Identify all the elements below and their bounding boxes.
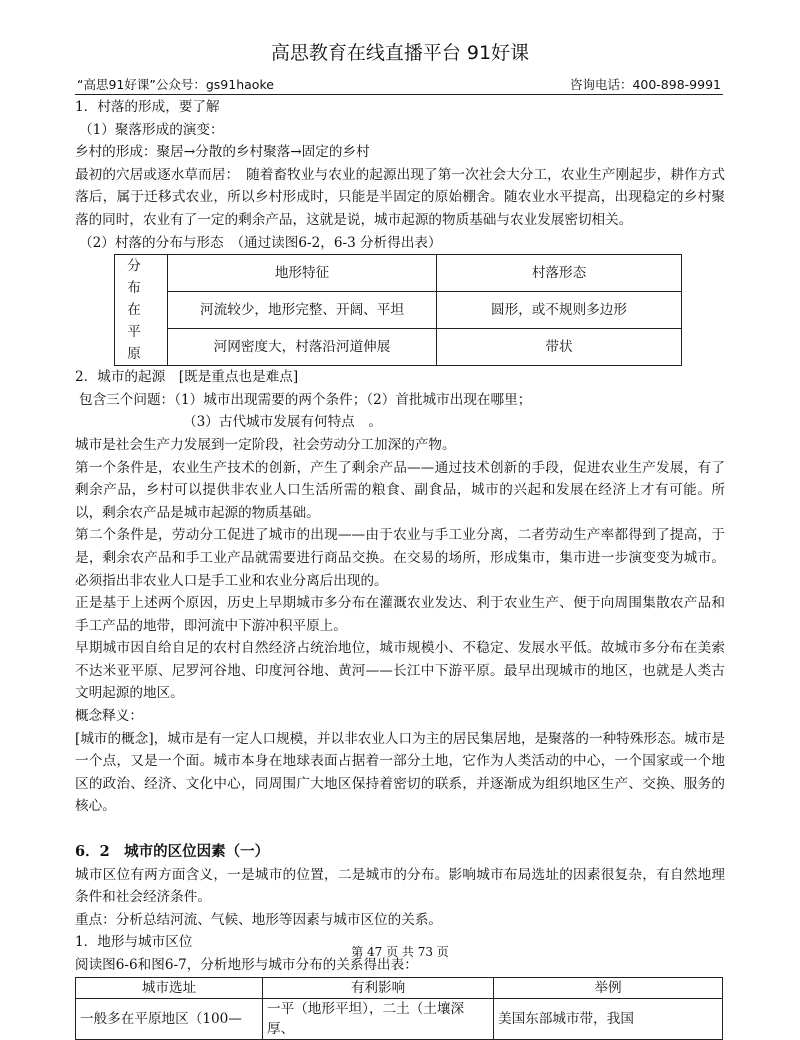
header-info-bar (75, 75, 723, 93)
heading-terrain-location: 1．地形与城市区位 (75, 934, 193, 951)
page-header-title: 高思教育在线直播平台 91好课 (270, 42, 530, 64)
table-cell: 带状 (437, 329, 682, 366)
table-cell: 美国东部城市带，我国 (494, 998, 723, 1039)
subheading-village-distribution: （2）村落的分布与形态 （通过读图6-2，6-3 分析得出表） (79, 234, 442, 251)
section-title: 6．2 城市的区位因素（一） (75, 843, 270, 861)
paragraph-early-dwelling: 最初的穴居或逐水草而居： 随着畜牧业与农业的起源出现了第一次社会大分工，农业生产刚起步，耕作方式落后，属于迁移式农业，所以乡村形成时，只能是半固定的原始棚舍。随农业水平提高，出现稳定的乡村聚落的同时，农业有了一定的剩余产品，这就是说，城市起源的物质基础与农业发展密切相关。 (75, 166, 725, 228)
paragraph-read-figures: 阅读图6-6和图6-7，分析地形与城市分布的关系得出表： (75, 957, 418, 973)
label-concept: 概念释义： (75, 708, 143, 725)
paragraph-early-cities: 早期城市因自给自足的农村自然经济占统治地位，城市规模小、不稳定、发展水平低。故城市多分布在美索不达米亚平原、尼罗河谷地、印度河谷地、黄河——长江中下游平原。最早出现城市的地区，也就是人类古文明起源的地区。 (75, 640, 725, 702)
paragraph-location-meaning: 城市区位有两方面含义，一是城市的位置，二是城市的分布。影响城市布局选址的因素很复杂，有自然地理条件和社会经济条件。 (75, 866, 725, 906)
paragraph-rural-formation: 乡村的形成：聚居→分散的乡村聚落→固定的乡村 (75, 144, 370, 161)
table-cell: 圆形，或不规则多边形 (437, 292, 682, 329)
table-header-cell: 地形特征 (168, 255, 437, 292)
paragraph-key-point: 重点：分析总结河流、气候、地形等因素与城市区位的关系。 (75, 911, 443, 928)
table-cell: 一般多在平原地区（100— (76, 998, 263, 1039)
header-divider (75, 94, 723, 95)
paragraph-early-distribution: 正是基于上述两个原因，历史上早期城市多分布在灌溉农业发达、利于农业生产、便于向周围集散农产品和手工产品的地带，即河流中下游冲积平原上。 (75, 595, 725, 634)
paragraph-three-questions: 包含三个问题：（1）城市出现需要的两个条件；（2）首批城市出现在哪里； (79, 391, 532, 408)
paragraph-city-concept: [城市的概念]，城市是有一定人口规模，并以非农业人口为主的居民集居地，是聚落的一种特殊形态。城市是一个点，又是一个面。城市本身在地球表面占据着一部分土地，它作为人类活动的中心，一个国家或一个地区的政治、经济、文化中心，同周围广大地区保持着密切的联系，并逐渐成为组织地区生产、交换、服务的核心。 (75, 730, 725, 815)
document-body (75, 96, 725, 1040)
terrain-city-table (75, 977, 723, 1040)
heading-city-origin: 2．城市的起源 [既是重点也是难点] (75, 369, 299, 386)
table-cell: 河流较少，地形完整、开阔、平坦 (168, 292, 437, 329)
paragraph-city-product: 城市是社会生产力发展到一定阶段，社会劳动分工加深的产物。 (75, 436, 456, 453)
table-cell: 一平（地形平坦），二土（土壤深厚、 (263, 998, 494, 1039)
subheading-settlement-evolution: （1）聚落形成的演变： (79, 121, 224, 138)
table-header-cell: 城市选址 (76, 977, 263, 998)
paragraph-first-condition: 第一个条件是，农业生产技术的创新，产生了剩余产品——通过技术创新的手段，促进农业生产发展，有了剩余产品，乡村可以提供非农业人口生活所需的粮食、副食品，城市的兴起和发展在经济上才有可能。所以，剩余农产品是城市起源的物质基础。 (75, 459, 725, 521)
wechat-account: “高思91好课”公众号：gs91haoke (77, 77, 274, 92)
paragraph-question-three: （3）古代城市发展有何特点 。 (183, 414, 382, 431)
consult-phone: 咨询电话：400-898-9991 (569, 77, 721, 92)
table-corner-cell: 分布在平原 (115, 255, 168, 366)
village-form-table (114, 254, 682, 366)
heading-village-formation: 1．村落的形成，要了解 (75, 99, 220, 115)
table-header-cell: 举例 (494, 977, 723, 998)
table-cell: 河网密度大，村落沿河道伸展 (168, 329, 437, 366)
page-footer: 第 47 页 共 73 页 (351, 945, 449, 959)
paragraph-second-condition: 第二个条件是，劳动分工促进了城市的出现——由于农业与手工业分离，二者劳动生产率都得到了提高，于是，剩余农产品和手工业产品就需要进行商品交换。在交易的场所，形成集市，集市进一步演变变为城市。必须指出非农业人口是手工业和农业分离后出现的。 (75, 527, 725, 589)
table-header-cell: 有利影响 (263, 977, 494, 998)
table-header-cell: 村落形态 (437, 255, 682, 292)
